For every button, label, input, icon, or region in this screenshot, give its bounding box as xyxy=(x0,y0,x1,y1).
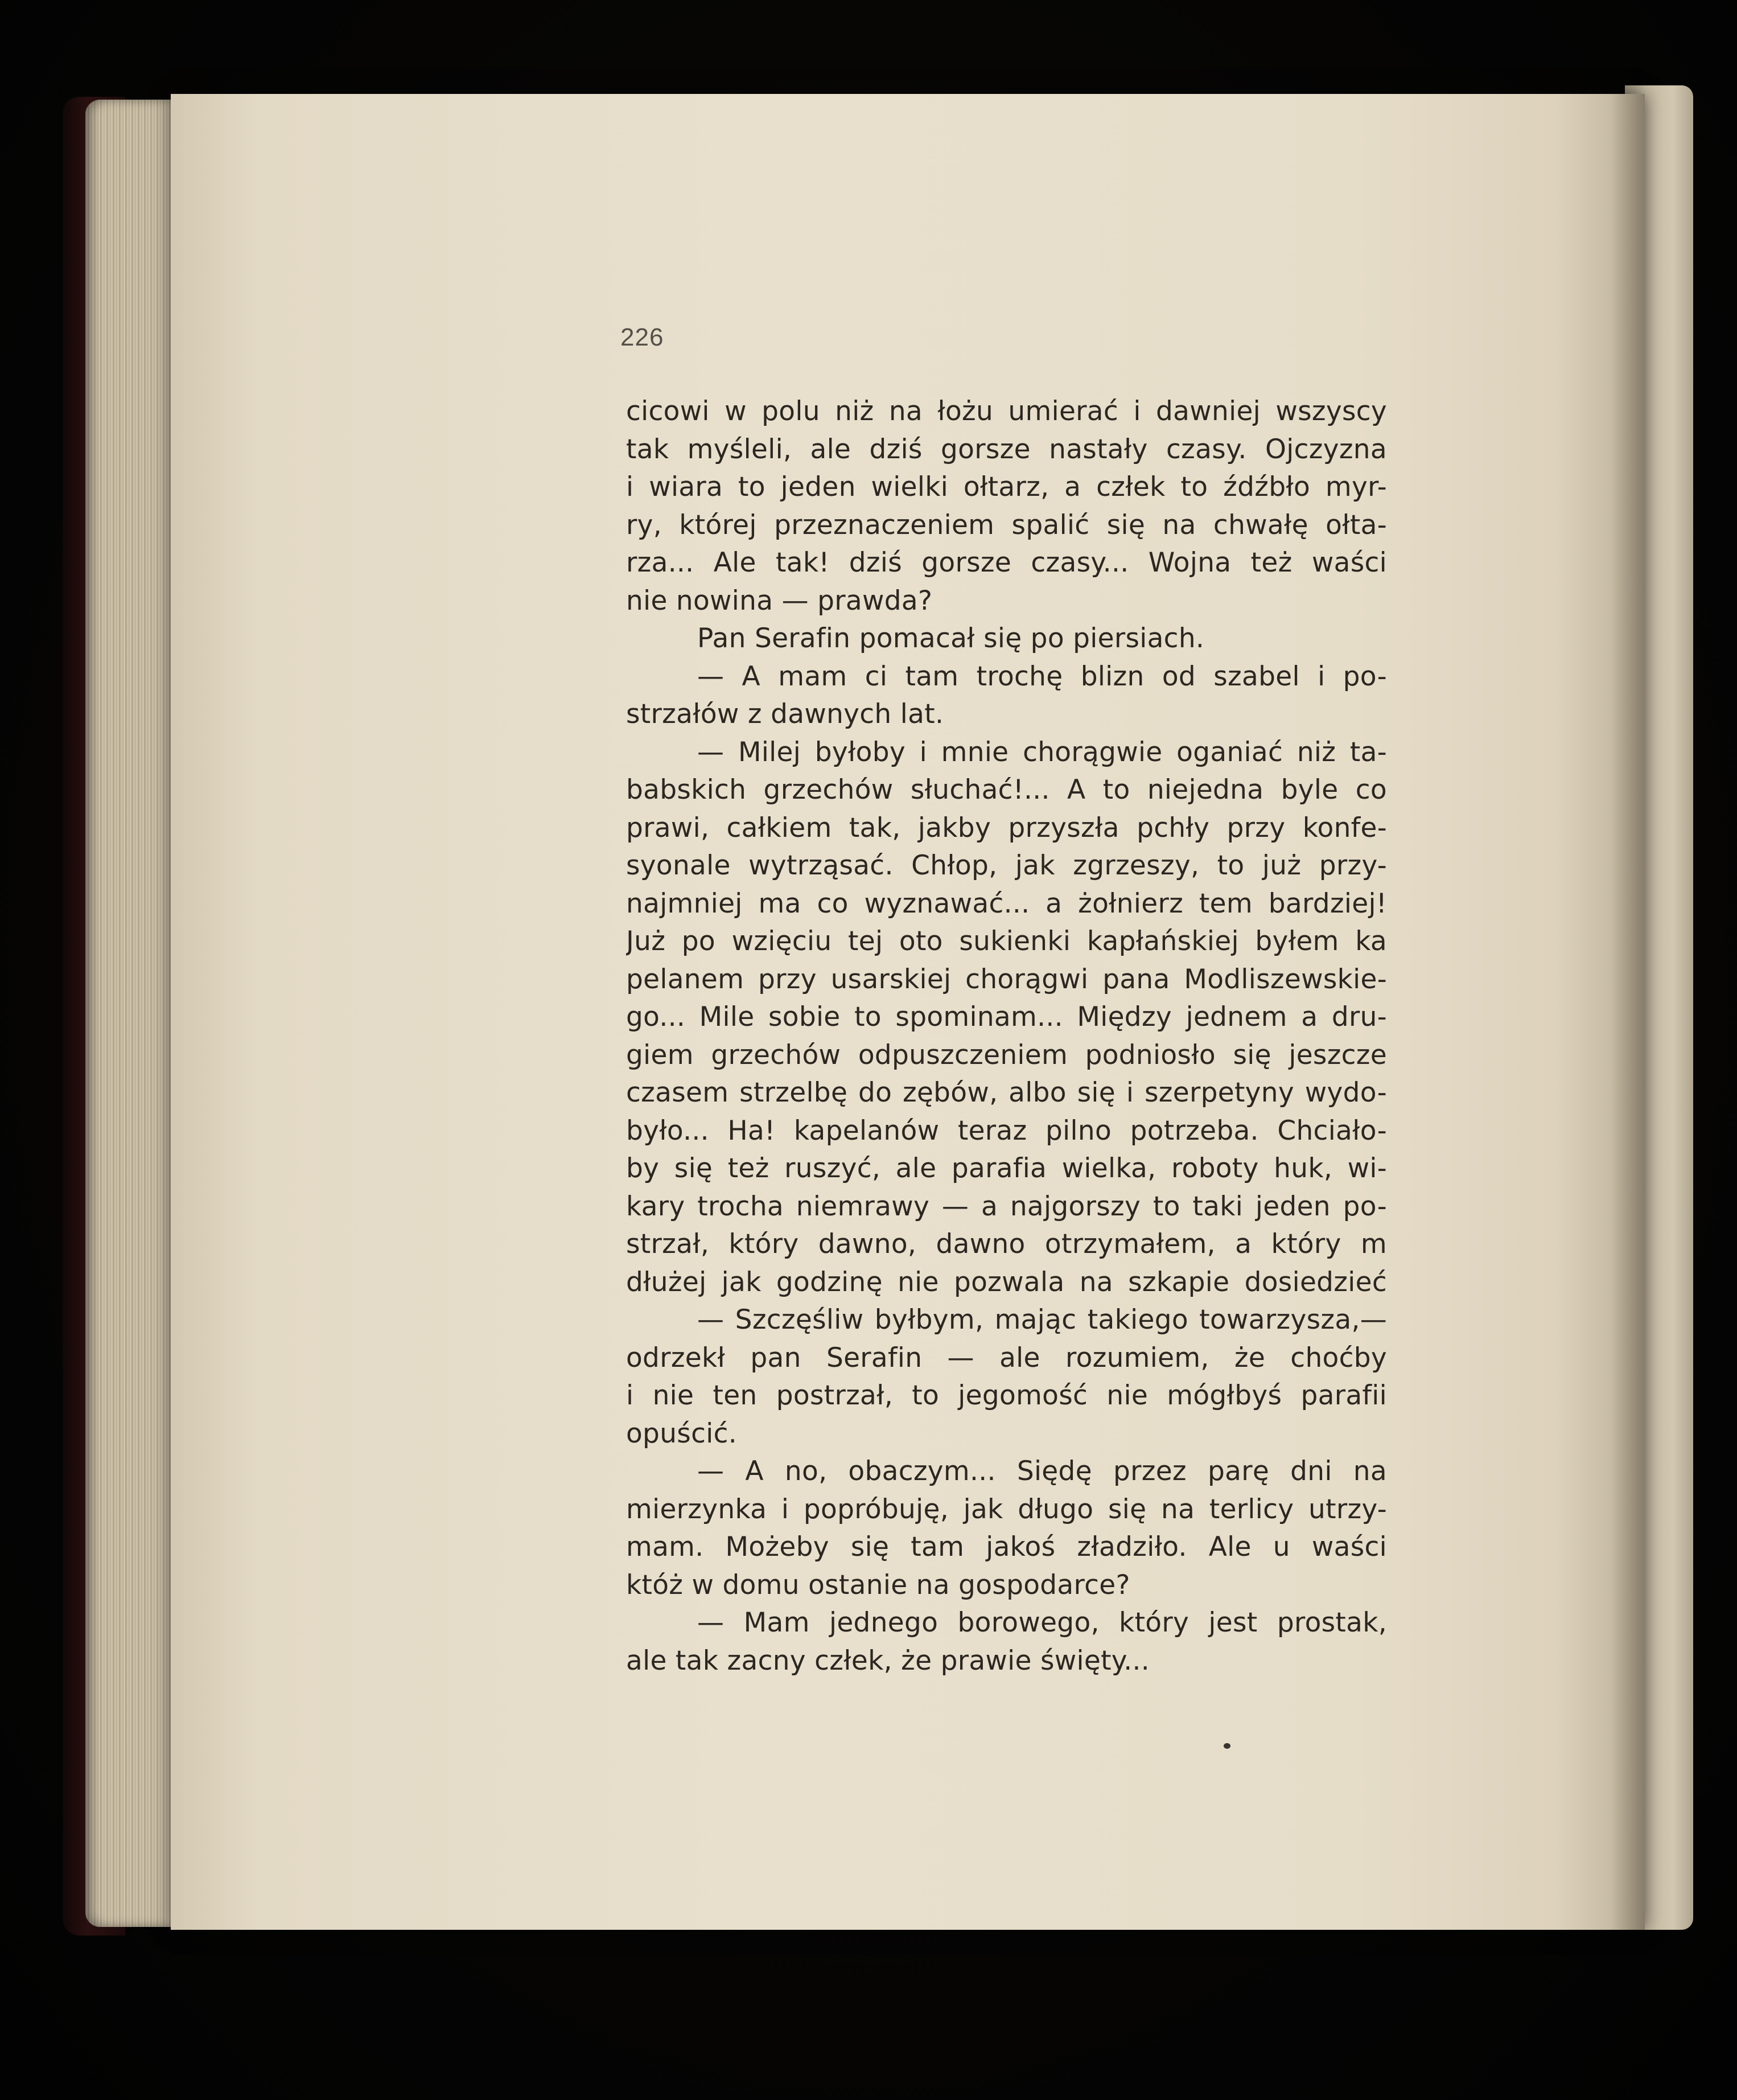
text-line: i nie ten postrzał, to jegomość nie mógłbyś parafii xyxy=(626,1380,1387,1411)
text-line: rza... Ale tak! dziś gorsze czasy... Wojna też waści xyxy=(626,547,1387,578)
text-line: kary trocha niemrawy — a najgorszy to taki jeden po- xyxy=(626,1190,1387,1222)
text-line: najmniej ma co wyznawać... a żołnierz tem bardziej! xyxy=(626,887,1387,919)
text-line: prawi, całkiem tak, jakby przyszła pchły przy konfe- xyxy=(626,812,1387,844)
text-line: Już po wzięciu tej oto sukienki kapłańskiej byłem ka xyxy=(626,926,1387,957)
text-line: Pan Serafin pomacał się po piersiach. xyxy=(697,623,1205,654)
text-line: któż w domu ostanie na gospodarce? xyxy=(626,1569,1130,1601)
gutter-shadow xyxy=(1611,94,1645,1930)
text-line: nie nowina — prawda? xyxy=(626,585,933,617)
text-line: pelanem przy usarskiej chorągwi pana Modliszewskie- xyxy=(626,963,1387,995)
text-line: tak myśleli, ale dziś gorsze nastały czasy. Ojczyzna xyxy=(626,433,1387,465)
text-line: odrzekł pan Serafin — ale rozumiem, że choćby xyxy=(626,1342,1387,1374)
text-line: — A no, obaczym... Siędę przez parę dni na xyxy=(697,1456,1387,1487)
text-line: — A mam ci tam trochę blizn od szabel i po- xyxy=(697,660,1387,692)
text-line: by się też ruszyć, ale parafia wielka, roboty huk, wi- xyxy=(626,1153,1387,1184)
text-line: cicowi w polu niż na łożu umierać i dawniej wszyscy xyxy=(626,396,1387,427)
page-number: 226 xyxy=(620,323,664,351)
text-line: strzałów z dawnych lat. xyxy=(626,698,944,730)
text-line: giem grzechów odpuszczeniem podniosło się jeszcze xyxy=(626,1039,1387,1071)
text-line: — Mam jednego borowego, który jest prostak, xyxy=(697,1607,1387,1638)
text-line: babskich grzechów słuchać!... A to niejedna byle co xyxy=(626,774,1387,806)
text-line: mam. Możeby się tam jakoś zładziło. Ale u waści xyxy=(626,1531,1387,1563)
text-line: — Milej byłoby i mnie chorągwie oganiać niż ta- xyxy=(697,736,1387,768)
text-line: ry, której przeznaczeniem spalić się na chwałę ołta- xyxy=(626,509,1387,541)
text-line: ale tak zacny człek, że prawie święty... xyxy=(626,1645,1150,1676)
text-line: mierzynka i popróbuję, jak długo się na terlicy utrzy- xyxy=(626,1493,1387,1525)
text-line: — Szczęśliw byłbym, mając takiego towarzysza,— xyxy=(697,1304,1387,1335)
text-line: czasem strzelbę do zębów, albo się i szerpetyny wydo- xyxy=(626,1077,1387,1108)
text-line: dłużej jak godzinę nie pozwala na szkapie dosiedzieć xyxy=(626,1266,1387,1298)
paper-speck xyxy=(1224,1743,1230,1749)
page-text xyxy=(626,393,1387,1680)
text-line: syonale wytrząsać. Chłop, jak zgrzeszy, to już przy- xyxy=(626,850,1387,881)
text-line: go... Mile sobie to spominam... Między jednem a dru- xyxy=(626,1001,1387,1033)
text-line: opuścić. xyxy=(626,1417,737,1449)
text-line: było... Ha! kapelanów teraz pilno potrzeba. Chciało- xyxy=(626,1115,1387,1146)
text-line: i wiara to jeden wielki ołtarz, a człek to źdźbło myr- xyxy=(626,471,1387,503)
text-line: strzał, który dawno, dawno otrzymałem, a który m xyxy=(626,1228,1387,1260)
